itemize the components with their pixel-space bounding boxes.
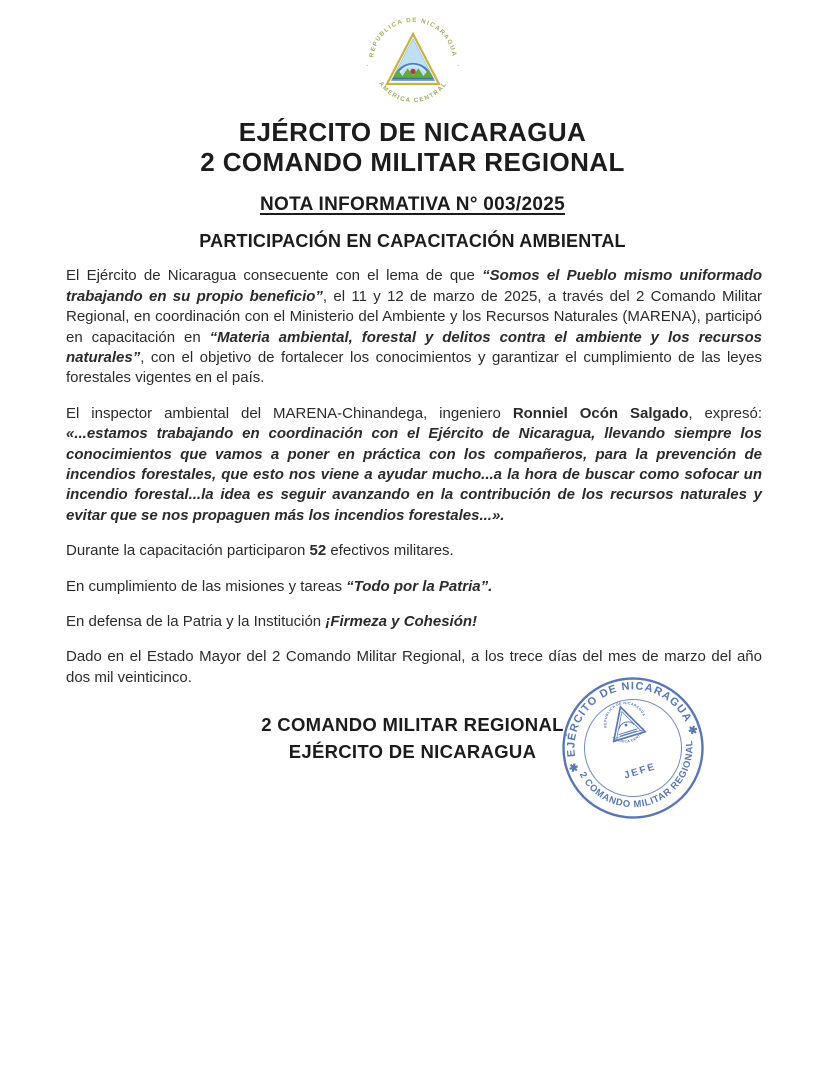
stamp-icon [554,674,712,824]
paragraph [66,541,762,561]
text-segment: En cumplimiento de las misiones y tareas [66,577,347,595]
paragraph [66,612,762,632]
emblem-left-dot: · [365,61,369,70]
emblem-top-ring-text: REPUBLICA DE NICARAGUA [367,16,458,58]
text-segment: 52 [309,542,327,560]
text-segment: efectivos militares. [326,542,454,560]
text-segment: Ronniel Ocón Salgado [512,404,689,422]
stamp-top-ring-text: ✱ EJÉRCITO DE NICARAGUA ✱ [565,680,700,774]
emblem-right-dot: · [456,61,460,70]
stamp-inner-top-text: REPUBLICA DE NICARAGUA [603,701,647,729]
text-segment: , el 11 y 12 de marzo de 2025, a través del 2 Comando Militar Regional, en coordinación con el Ministerio del Ambiente y los Recursos Naturales (MARENA), participó en capacitación en [66,287,762,346]
note-number [0,194,825,216]
text-segment: El Ejército de Nicaragua consecuente con el lema de que [66,267,483,285]
title-line-1: EJÉRCITO DE NICARAGUA [238,117,587,147]
signature-line-1: 2 COMANDO MILITAR REGIONAL [261,714,564,736]
text-segment: ¡Firmeza y Cohesión! [325,613,478,630]
stamp-inner-bottom-text: AMERICA CENTRAL [611,726,646,744]
document-body [66,266,762,688]
note-number-text: NOTA INFORMATIVA N° 003/2025 [260,194,565,216]
title-line-2: 2 COMANDO MILITAR REGIONAL [200,147,625,178]
stamp-bottom-ring-text: 2 COMANDO MILITAR REGIONAL [576,739,696,811]
emblem-bottom-ring-text: AMERICA CENTRAL [376,80,449,105]
stamp-center-text: JEFE [622,761,658,782]
text-segment: En defensa de la Patria y la Institución [66,613,326,630]
subject-title: PARTICIPACIÓN EN CAPACITACIÓN AMBIENTAL [199,231,626,252]
text-segment: «...estamos trabajando en coordinación con el Ejército de Nicaragua, llevando siempre los conocimientos que vamos a poner en práctica con los compañeros, para la prevención de incendios forestales, que esto nos viene a ayudar mucho...a la hora de buscar como sofocar un incendio forestal...la idea es seguir avanzando en la contribución de los recursos naturales y evitar que se nos propaguen más los incendios forestales...». [66,425,762,524]
paragraph [66,266,762,388]
text-segment: , expresó: [688,404,762,422]
text-segment: Durante la capacitación participaron [66,542,310,560]
text-segment: “Todo por la Patria”. [346,577,493,595]
official-stamp [554,674,712,824]
text-segment: “Materia ambiental, forestal y delitos contra el ambiente y los recursos naturales” [66,328,762,366]
nicaragua-coat-of-arms [0,0,825,111]
paragraph [66,404,762,526]
text-segment: Dado en el Estado Mayor del 2 Comando Militar Regional, a los trece días del mes de marzo del año dos mil veinticinco. [66,648,762,686]
signature-line-2: EJÉRCITO DE NICARAGUA [288,741,537,763]
text-segment: , con el objetivo de fortalecer los conocimientos y garantizar el cumplimiento de las leyes forestales vigentes en el país. [66,348,762,387]
svg-text:✱ EJÉRCITO DE NICARAGUA ✱ [554,674,699,774]
paragraph [66,577,762,597]
svg-text:2 COMANDO MILITAR REGIONAL [576,737,710,824]
page-title [0,117,825,177]
text-segment: El inspector ambiental del MARENA-Chinandega, ingeniero [66,404,513,422]
coat-of-arms-icon [355,14,471,106]
text-segment: “Somos el Pueblo mismo uniformado trabajando en su propio beneficio” [66,267,762,305]
emblem-inner-scene [389,38,437,82]
